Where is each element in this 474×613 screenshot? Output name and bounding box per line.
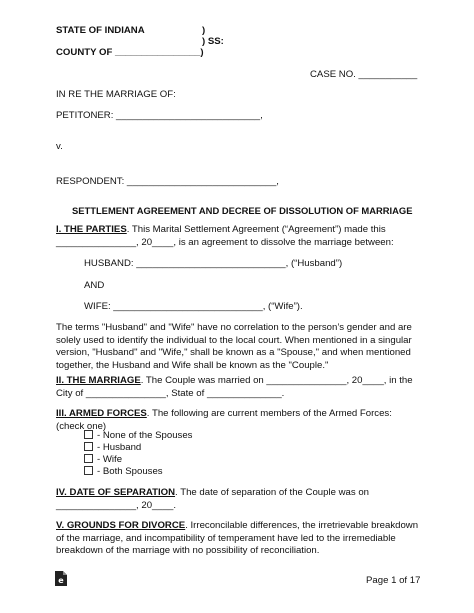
respondent-line: RESPONDENT: ____________________________, [56, 176, 279, 187]
section-separation [56, 487, 422, 512]
caption-paren: ) [202, 25, 206, 36]
checkbox-icon[interactable] [84, 430, 93, 439]
wife-line: WIFE: ____________________________, (“Wife”). [84, 301, 303, 312]
page-title: SETTLEMENT AGREEMENT AND DECREE OF DISSOLUTION OF MARRIAGE [72, 205, 413, 216]
versus-label: v. [56, 141, 63, 152]
checkbox-option[interactable]: - None of the Spouses [84, 430, 192, 442]
section-text: . The following are current members of the Armed Forces: (check one) [56, 408, 392, 432]
section-text: . Irreconcilable differences, the irretrievable breakdown of the marriage, and incompatibility of temperament have led to the irremediable breakdown of the marriage with no possibility of reconciliation. [56, 520, 419, 556]
page-number: Page 1 of 17 [366, 575, 421, 586]
document-logo-icon [54, 570, 68, 587]
section-text: . The date of separation of the Couple was on _______________, 20____. [56, 487, 370, 511]
section-heading: I. THE PARTIES [56, 224, 127, 235]
in-re-label: IN RE THE MARRIAGE OF: [56, 89, 176, 100]
ss-label: ) SS: [202, 36, 224, 47]
terms-paragraph: The terms "Husband" and "Wife" have no correlation to the person’s gender and are solely used to identify the individual to the local court. When mentioned in a singular version, "Husband" and "Wife," shall be known as a "Spouse," and when mentioned together, the Husband and Wife shall be known as the "Couple." [56, 322, 412, 371]
checkbox-option[interactable]: - Wife [84, 454, 122, 466]
checkbox-icon[interactable] [84, 454, 93, 463]
checkbox-option[interactable]: - Both Spouses [84, 466, 163, 478]
section-parties [56, 224, 422, 249]
section-heading: II. THE MARRIAGE [56, 375, 141, 386]
section-grounds [56, 520, 422, 558]
section-heading: III. ARMED FORCES [56, 408, 147, 419]
case-number: CASE NO. ___________ [310, 69, 418, 80]
svg-text:e: e [58, 576, 64, 585]
petitioner-line: PETITONER: ___________________________, [56, 110, 263, 121]
section-marriage [56, 375, 422, 400]
checkbox-option[interactable]: - Husband [84, 442, 141, 454]
checkbox-icon[interactable] [84, 442, 93, 451]
and-label: AND [84, 280, 105, 291]
section-heading: V. GROUNDS FOR DIVORCE [56, 520, 186, 531]
checkbox-icon[interactable] [84, 466, 93, 475]
section-text: . This Marital Settlement Agreement (“Agreement”) made this _______________, 20____, is an agreement to dissolve the marriage between: [56, 224, 394, 248]
husband-line: HUSBAND: ____________________________, (“Husband”) [84, 258, 343, 269]
county-label: COUNTY OF ________________) [56, 47, 204, 58]
state-label: STATE OF INDIANA [56, 25, 145, 36]
section-heading: IV. DATE OF SEPARATION [56, 487, 176, 498]
section-text: . The Couple was married on _______________, 20____, in the City of _______________, State of ______________. [56, 375, 413, 399]
